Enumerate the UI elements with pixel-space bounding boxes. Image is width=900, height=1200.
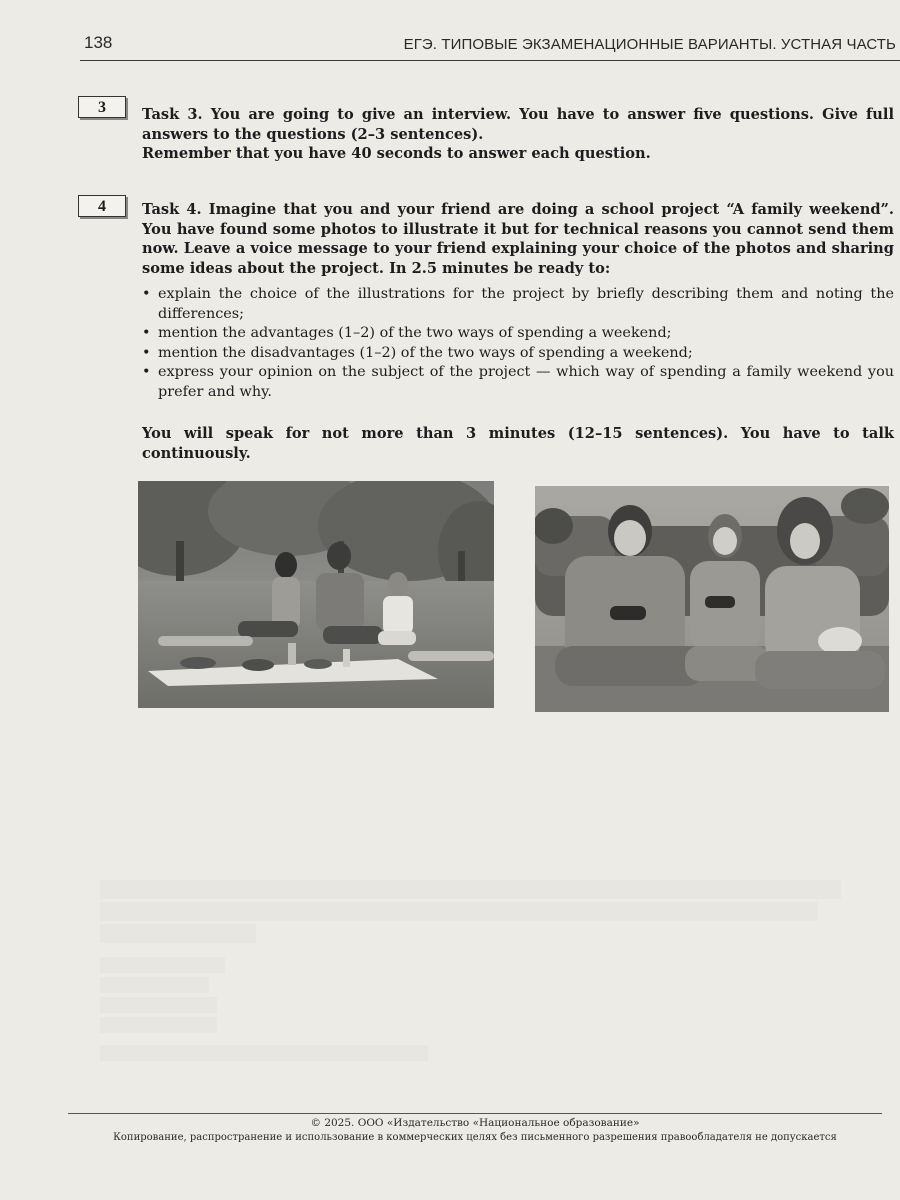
copyright-line: © 2025. ООО «Издательство «Национальное образование» <box>310 1117 640 1129</box>
list-item: • explain the choice of the illustrations for the project by briefly describing them and noting the differences; <box>142 286 894 322</box>
task-4-number-box: 4 <box>78 195 126 217</box>
photo-family-video-games <box>535 486 889 712</box>
page-number: 138 <box>84 33 113 52</box>
list-item: • mention the advantages (1–2) of the two ways of spending a weekend; <box>142 324 894 344</box>
task-4-time-note: You will speak for not more than 3 minutes (12–15 sentences). You have to talk continuously. <box>142 425 894 462</box>
header-divider <box>80 60 900 61</box>
bullet-glyph: • <box>142 286 151 302</box>
bullet-glyph: • <box>142 364 151 380</box>
bleed-through-decoration <box>100 880 880 1061</box>
task-3-text <box>142 105 894 164</box>
photo-family-picnic <box>138 481 494 708</box>
list-item: • mention the disadvantages (1–2) of the two ways of spending a weekend; <box>142 344 894 364</box>
copyright-notice: Копирование, распространение и использование в коммерческих целях без письменного разрешения правообладателя не допускается <box>113 1132 837 1143</box>
task-3-number-box: 3 <box>78 96 126 118</box>
task-3-line-1: Task 3. You are going to give an interview. You have to answer five questions. Give full answers to the questions (2–3 sentences). <box>142 106 894 143</box>
footer-divider <box>68 1113 882 1114</box>
bullet-glyph: • <box>142 344 151 361</box>
task-3-line-2: Remember that you have 40 seconds to answer each question. <box>142 145 651 162</box>
bullet-glyph: • <box>142 325 151 341</box>
task-4-intro: Task 4. Imagine that you and your friend are doing a school project “A family weekend”. You have found some photos to illustrate it but for technical reasons you cannot send them now. Leave a voice message to your friend explaining your choice of the photos and sharing some ideas about the project. In 2.5 minutes be ready to: <box>142 201 894 277</box>
task-4-bullet-list <box>142 285 894 402</box>
list-item: • express your opinion on the subject of the project — which way of spending a family weekend you prefer and why. <box>142 364 894 400</box>
running-header: ЕГЭ. ТИПОВЫЕ ЭКЗАМЕНАЦИОННЫЕ ВАРИАНТЫ. УСТНАЯ ЧАСТЬ <box>403 36 896 53</box>
